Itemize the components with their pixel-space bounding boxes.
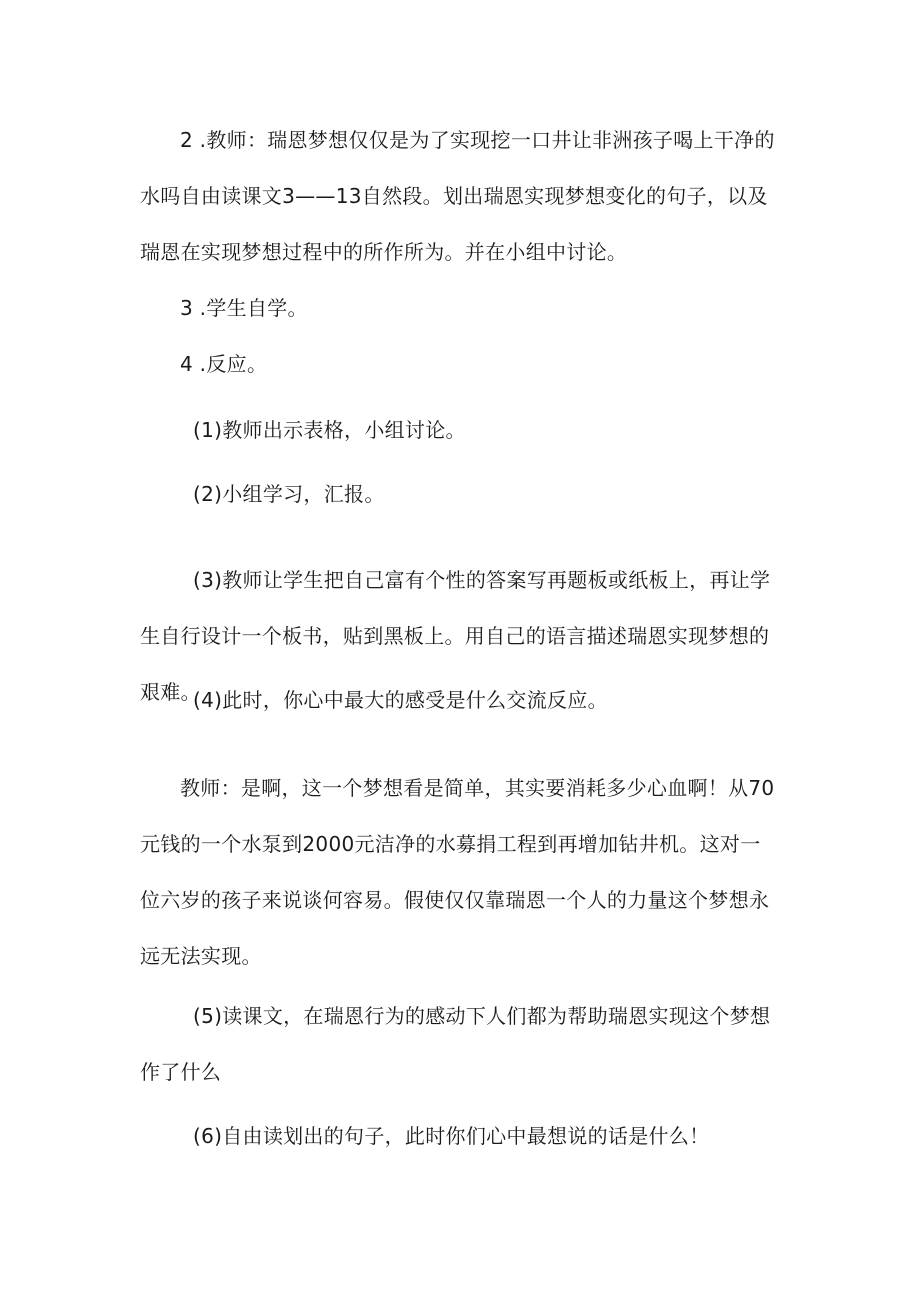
paragraph-teacher-question: 2 .教师：瑞恩梦想仅仅是为了实现挖一口井让非洲孩子喝上干净的水吗自由读课文3——13自然段。划出瑞恩实现梦想变化的句子，以及瑞恩在实现梦想过程中的所作所为。并在小组中讨论。 xyxy=(140,128,775,264)
list-item-3: (3)教师让学生把自己富有个性的答案写再题板或纸板上，再让学生自行设计一个板书，贴到黑板上。用自己的语言描述瑞恩实现梦想的艰难。 xyxy=(140,568,771,704)
list-item-5: (5)读课文，在瑞恩行为的感动下人们都为帮助瑞恩实现这个梦想作了什么 xyxy=(140,1004,771,1084)
list-item-4: (4)此时，你心中最大的感受是什么交流反应。 xyxy=(193,688,608,712)
list-item-2: (2)小组学习，汇报。 xyxy=(193,482,385,506)
list-item-6: (6)自由读划出的句子，此时你们心中最想说的话是什么！ xyxy=(193,1124,710,1148)
list-item-1: (1)教师出示表格，小组讨论。 xyxy=(193,418,466,442)
paragraph-reaction-heading: 4 .反应。 xyxy=(180,352,268,376)
paragraph-student-selfstudy: 3 .学生自学。 xyxy=(180,296,308,320)
paragraph-teacher-remark: 教师：是啊，这一个梦想看是简单，其实要消耗多少心血啊！从70元钱的一个水泵到2000元洁净的水募捐工程到再增加钻井机。这对一位六岁的孩子来说谈何容易。假使仅仅靠瑞恩一个人的力量这个梦想永远无法实现。 xyxy=(140,776,775,968)
